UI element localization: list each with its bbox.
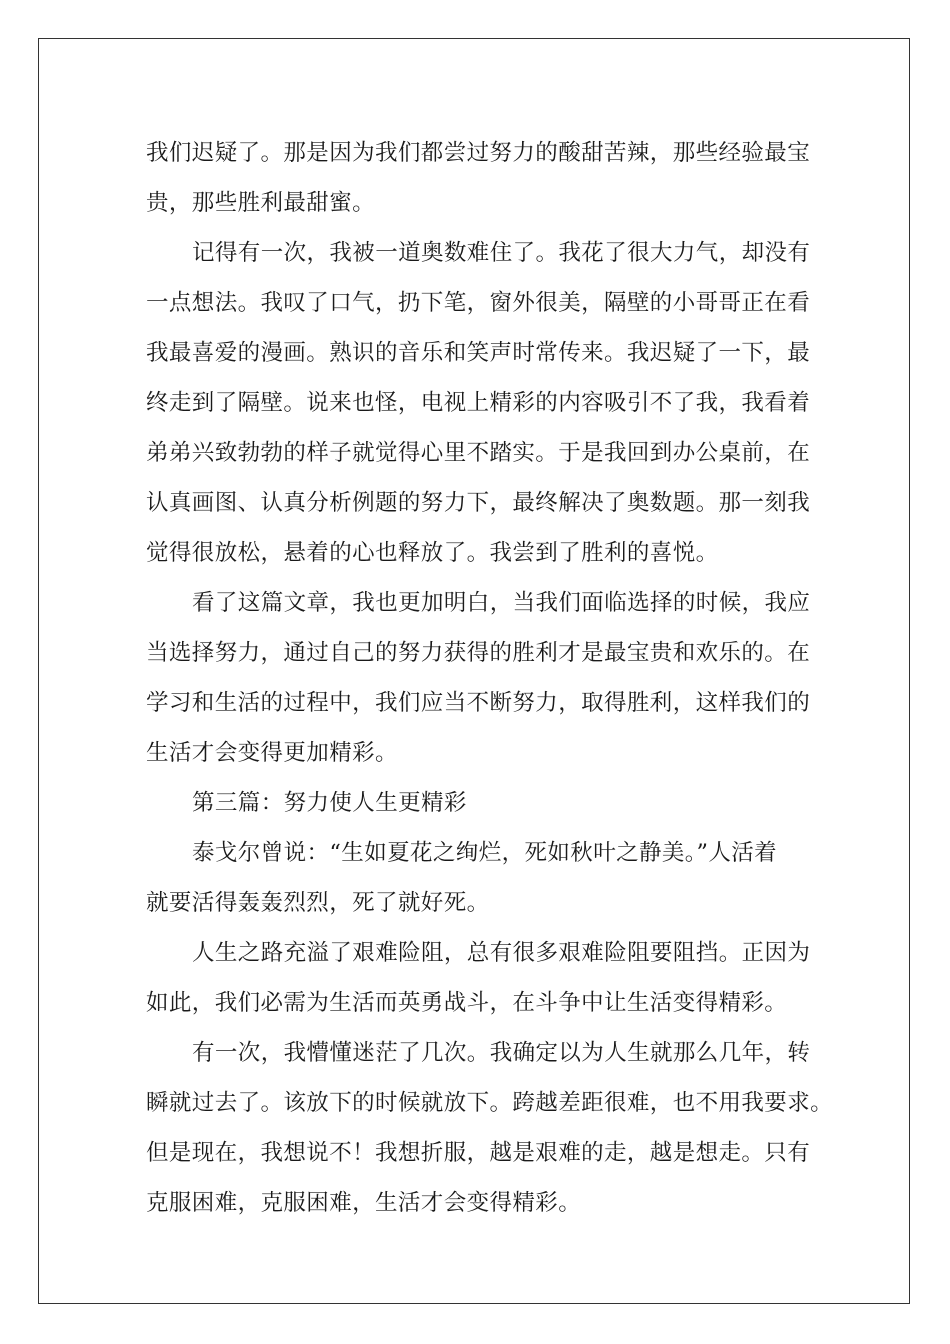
paragraph [146,578,811,778]
text-line: 一点想法。我叹了口气，扔下笔，窗外很美，隔壁的小哥哥正在看 [146,290,811,316]
document-body [146,128,834,1228]
text-line: 我最喜爱的漫画。熟识的音乐和笑声时常传来。我迟疑了一下，最 [146,340,811,366]
text-line: 瞬就过去了。该放下的时候就放下。跨越差距很难，也不用我要求。 [146,1090,834,1116]
text-line: 觉得很放松，悬着的心也释放了。我尝到了胜利的喜悦。 [146,540,719,566]
text-line: 但是现在，我想说不！我想折服，越是艰难的走，越是想走。只有 [146,1140,811,1166]
text-line: 克服困难，克服困难，生活才会变得精彩。 [146,1190,582,1216]
text-line: 人生之路充溢了艰难险阻，总有很多艰难险阻要阻挡。正因为 [192,940,811,966]
text-line: 我们迟疑了。那是因为我们都尝过努力的酸甜苦辣，那些经验最宝 [146,140,811,166]
heading-line: 第三篇：努力使人生更精彩 [192,790,467,816]
paragraph [146,828,811,928]
text-line: 当选择努力，通过自己的努力获得的胜利才是最宝贵和欢乐的。在 [146,640,811,666]
text-line: 弟弟兴致勃勃的样子就觉得心里不踏实。于是我回到办公桌前，在 [146,440,811,466]
paragraph [146,228,811,578]
paragraph [146,1028,834,1228]
text-line: 学习和生活的过程中，我们应当不断努力，取得胜利，这样我们的 [146,690,811,716]
paragraph [146,928,811,1028]
text-line: 如此，我们必需为生活而英勇战斗，在斗争中让生活变得精彩。 [146,990,788,1016]
text-line: 认真画图、认真分析例题的努力下，最终解决了奥数题。那一刻我 [146,490,811,516]
section-heading [146,778,811,828]
text-line: 有一次，我懵懂迷茫了几次。我确定以为人生就那么几年，转 [192,1040,811,1066]
text-line: 生活才会变得更加精彩。 [146,740,398,766]
text-line: 贵，那些胜利最甜蜜。 [146,190,376,216]
text-line: 就要活得轰轰烈烈，死了就好死。 [146,890,490,916]
paragraph [146,128,811,228]
text-line: 看了这篇文章，我也更加明白，当我们面临选择的时候，我应 [192,590,811,616]
text-line: 记得有一次，我被一道奥数难住了。我花了很大力气，却没有 [192,240,811,266]
text-line: 泰戈尔曾说：“生如夏花之绚烂，死如秋叶之静美。”人活着 [192,840,778,866]
text-line: 终走到了隔壁。说来也怪，电视上精彩的内容吸引不了我，我看着 [146,390,811,416]
